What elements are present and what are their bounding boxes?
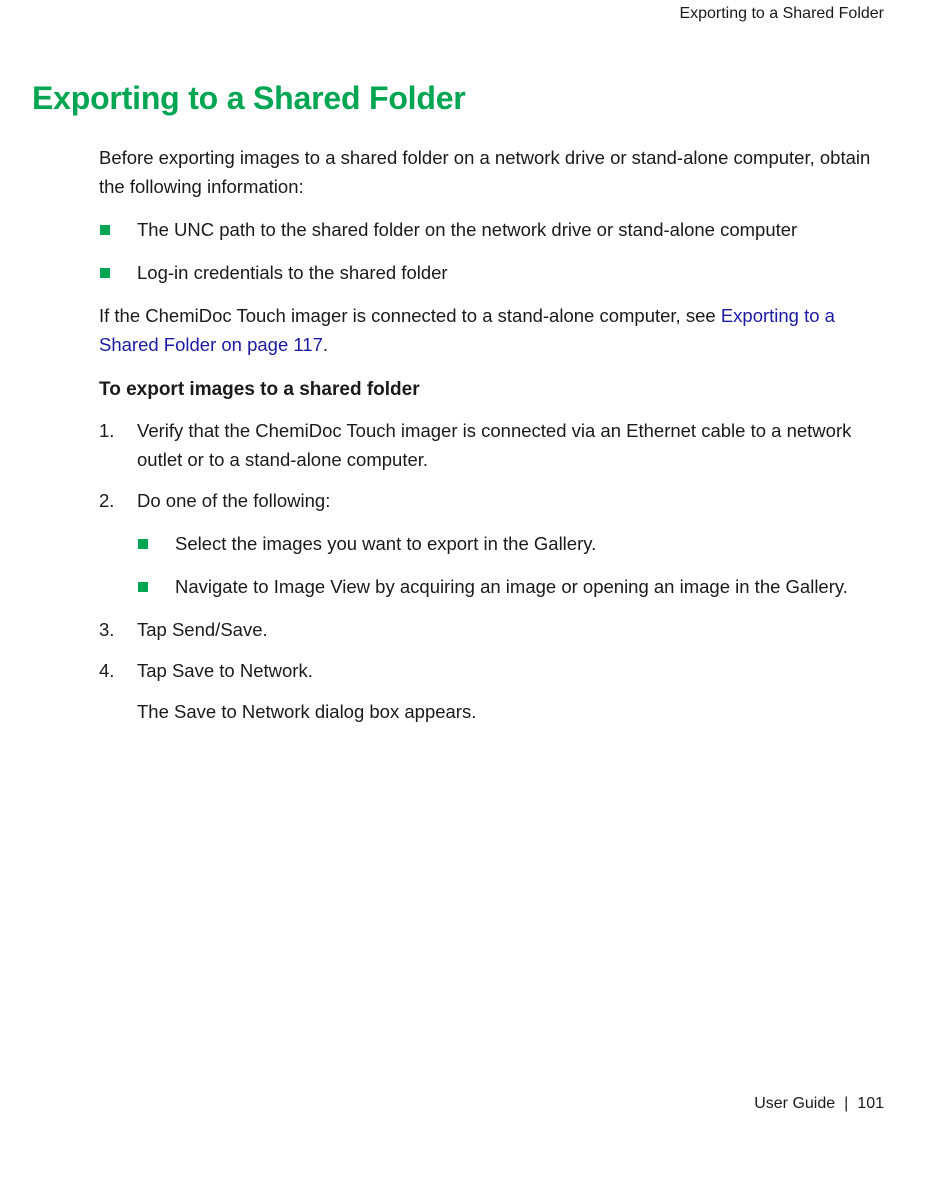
step-option-text: Navigate to Image View by acquiring an image or opening an image in the Gallery. bbox=[175, 576, 848, 597]
step-number: 2. bbox=[99, 490, 115, 511]
step-number: 1. bbox=[99, 420, 115, 441]
green-square-bullet-icon bbox=[100, 225, 110, 235]
page-number: 101 bbox=[857, 1095, 884, 1112]
requirements-list bbox=[99, 215, 889, 287]
green-square-bullet-icon bbox=[100, 268, 110, 278]
step-options-list bbox=[137, 529, 889, 601]
step-number: 4. bbox=[99, 660, 115, 681]
step-text: Verify that the ChemiDoc Touch imager is connected via an Ethernet cable to a network outlet or to a stand-alone computer. bbox=[137, 420, 852, 470]
step-text: Tap Send/Save. bbox=[137, 619, 268, 640]
step-item bbox=[99, 486, 889, 601]
step-item bbox=[99, 656, 889, 726]
footer-guide-label: User Guide bbox=[754, 1095, 836, 1112]
requirement-item bbox=[99, 215, 889, 244]
requirement-item bbox=[99, 258, 889, 287]
running-header: Exporting to a Shared Folder bbox=[679, 5, 884, 22]
step-option-text: Select the images you want to export in the Gallery. bbox=[175, 533, 597, 554]
step-text: Do one of the following: bbox=[137, 490, 331, 511]
procedure-heading: To export images to a shared folder bbox=[99, 379, 420, 400]
standalone-note bbox=[99, 301, 889, 359]
green-square-bullet-icon bbox=[138, 539, 148, 549]
standalone-note-prefix: If the ChemiDoc Touch imager is connected to a stand-alone computer, see bbox=[99, 305, 721, 326]
step-option-item bbox=[137, 529, 889, 558]
step-option-item bbox=[137, 572, 889, 601]
cross-reference-link[interactable]: Exporting to a Shared Folder on page 117 bbox=[99, 305, 835, 355]
intro-paragraph: Before exporting images to a shared folder on a network drive or stand-alone computer, obtain the following information: bbox=[99, 147, 871, 197]
step-item bbox=[99, 416, 889, 474]
page-title: Exporting to a Shared Folder bbox=[32, 80, 466, 116]
standalone-note-suffix: . bbox=[322, 334, 329, 355]
step-item bbox=[99, 615, 889, 644]
step-result-note: The Save to Network dialog box appears. bbox=[137, 701, 477, 722]
running-footer bbox=[754, 1095, 884, 1113]
green-square-bullet-icon bbox=[138, 582, 148, 592]
main-content bbox=[99, 143, 889, 738]
requirement-text: The UNC path to the shared folder on the network drive or stand-alone computer bbox=[137, 219, 798, 240]
footer-separator: | bbox=[844, 1095, 849, 1112]
requirement-text: Log-in credentials to the shared folder bbox=[137, 262, 448, 283]
step-text: Tap Save to Network. bbox=[137, 660, 313, 681]
step-number: 3. bbox=[99, 619, 115, 640]
procedure-steps bbox=[99, 416, 889, 726]
